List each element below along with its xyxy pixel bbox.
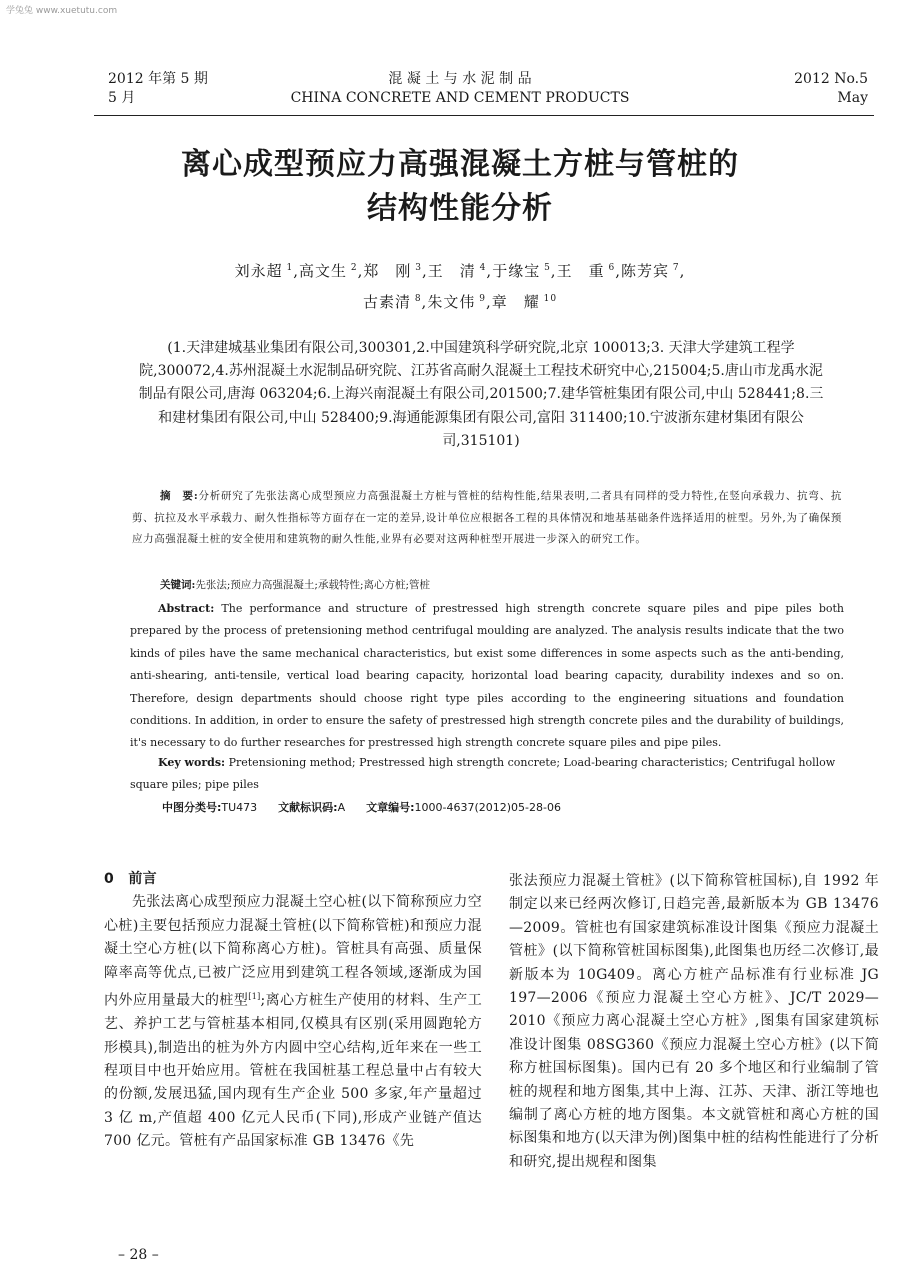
author-affil-sup: 7 — [668, 263, 680, 273]
abstract-en — [130, 598, 844, 755]
keywords-cn-label: 关键词: — [160, 579, 196, 591]
keywords-cn-text: 先张法;预应力高强混凝土;承载特性;离心方桩;管桩 — [195, 579, 431, 591]
author-text: 王 清 — [427, 262, 476, 280]
author-text: 于缘宝 — [492, 262, 541, 280]
author-affil-sup: 9 — [475, 294, 486, 304]
author-separator: , — [550, 262, 557, 280]
author-name — [363, 293, 427, 311]
clc-value: TU473 — [221, 801, 258, 814]
paper-title — [0, 143, 920, 231]
author-text: 郑 刚 — [363, 262, 412, 280]
citation-ref: [1] — [248, 992, 261, 1002]
body-column-right — [509, 870, 879, 1174]
watermark-text: 学兔兔 www.xuetutu.com — [6, 6, 118, 16]
article-no-label: 文章编号: — [366, 801, 415, 814]
author-text: 高文生 — [299, 262, 348, 280]
keywords-en-text: Pretensioning method; Prestressed high strength concrete; Load-bearing characteristics; Centrifugal hollow square piles; pipe piles — [130, 756, 836, 792]
intro-paragraph-right: 张法预应力混凝土管桩》(以下简称管桩国标),自 1992 年制定以来已经两次修订,日趋完善,最新版本为 GB 13476—2009。管桩也有国家建筑标准设计图集《预应力混凝土管桩》(以下简称管桩国标图集),此图集也历经二次修订,最新版本为 10G409。离心方桩产品标准有行业标准 JG 197—2006《预应力混凝土空心方桩》、JC/T 2029—2010《预应力离心混凝土空心方桩》,图集有国家建筑标准设计图集 08SG360《预应力混凝土空心方桩》(以下简称方桩国标图集)。国内已有 20 多个地区和行业编制了管桩的规程和地方图集,其中上海、江苏、天津、浙江等地也编制了离心方桩的地方图集。本文就管桩和离心方桩的国标图集和地方(以天津为例)图集中桩的结构性能进行了分析和研究,提出规程和图集 — [509, 873, 879, 1170]
keywords-en-label: Key words: — [158, 756, 226, 769]
intro-text-part1: 先张法离心成型预应力混凝土空心桩(以下简称预应力空心桩)主要包括预应力混凝土管桩(以下简称管桩)和预应力混凝土空心方桩(以下简称离心方桩)。管桩具有高强、质量保障率高等优点,已被广泛应用到建筑工程各领域,逐渐成为国内外应用量最大的桩型 — [104, 894, 482, 1009]
section-heading: 0 前言 — [104, 871, 157, 887]
author-name — [492, 293, 557, 311]
intro-text-part2: ;离心方桩生产使用的材料、生产工艺、养护工艺与管桩基本相同,仅模具有区别(采用圆跑轮方形模具),制造出的桩为外方内圆中空心结构,近年来在一些工程项目中也开始应用。管桩在我国桩基工程总量中占有较大的份额,发展迅猛,国内现有生产企业 500 多家,年产量超过 3 亿 m,产值超 400 亿元人民币(下同),形成产业链产值达 700 亿元。管桩有产品国家标准 GB 13476《先 — [104, 992, 482, 1150]
header-issue-en — [794, 70, 868, 108]
author-name — [363, 262, 427, 280]
header-issue-line2: 5 月 — [108, 90, 136, 106]
abstract-en-text: The performance and structure of prestressed high strength concrete square piles and pipe piles both prepared by the process of pretensioning method centrifugal moulding are analyzed. The analysis results indicate that the two kinds of piles have the same mechanical characteristics, but exist some differences in some aspects such as the anti-bending, anti-shearing, anti-tensile, vertical load bearing capacity, horizontal load bearing capacity, durability indexes and so on. Therefore, design departments should choose right type piles according to the engineering situations and foundation conditions. In addition, in order to ensure the safety of prestressed high strength concrete piles and the durability of buildings, it's necessary to do further researches for prestressed high strength concrete square piles and pipe piles. — [130, 602, 845, 750]
abstract-cn-label: 摘 要: — [160, 490, 199, 502]
author-name — [427, 293, 491, 311]
author-text: 古素清 — [362, 293, 411, 311]
clc-label: 中图分类号: — [162, 801, 222, 814]
author-affil-sup: 3 — [411, 263, 423, 273]
author-separator: , — [357, 262, 364, 280]
author-separator: , — [293, 262, 300, 280]
author-separator: , — [422, 262, 428, 280]
author-affil-sup: 2 — [347, 263, 358, 273]
title-line2: 结构性能分析 — [367, 191, 553, 226]
affiliations: (1.天津建城基业集团有限公司,300301,2.中国建筑科学研究院,北京 100013;3. 天津大学建筑工程学院,300072,4.苏州混凝土水泥制品研究院、江苏省高耐久混凝土工程技术研究中心,215004;5.唐山市龙禹水泥制品有限公司,唐海 063204;6.上海兴南混凝土有限公司,201500;7.建华管桩集团有限公司,中山 528441;8.三和建材集团有限公司,中山 528400;9.海通能源集团有限公司,富阳 311400;10.宁波浙东建材集团有限公司,315101) — [138, 340, 824, 449]
author-name — [492, 262, 556, 280]
author-text: 刘永超 — [234, 262, 283, 280]
author-separator: , — [486, 262, 493, 280]
author-affil-sup: 6 — [604, 263, 616, 273]
author-affil-sup: 4 — [475, 263, 487, 273]
title-line1: 离心成型预应力高强混凝土方桩与管桩的 — [181, 147, 739, 182]
author-affil-sup: 5 — [540, 263, 551, 273]
header-issue-en-line2: May — [837, 90, 868, 106]
page-number: – 28 – — [118, 1247, 159, 1263]
abstract-cn-text: 分析研究了先张法离心成型预应力高强混凝土方桩与管桩的结构性能,结果表明,二者具有同样的受力特性,在竖向承载力、抗弯、抗剪、抗拉及水平承载力、耐久性指标等方面存在一定的差异,设计单位应根据各工程的具体情况和地基基础条件选择适用的桩型。另外,为了确保预应力高强混凝土桩的安全使用和建筑物的耐久性能,业界有必要对这两种桩型开展进一步深入的研究工作。 — [132, 490, 842, 545]
author-text: 陈芳宾 — [620, 262, 669, 280]
journal-name-cn: 混 凝 土 与 水 泥 制 品 — [388, 71, 532, 87]
author-text: 朱文伟 — [427, 293, 476, 311]
article-no-value: 1000-4637(2012)05-28-06 — [414, 801, 561, 814]
author-separator: , — [615, 262, 621, 280]
header-journal — [0, 70, 920, 108]
keywords-cn — [160, 576, 430, 594]
journal-name-en: CHINA CONCRETE AND CEMENT PRODUCTS — [290, 90, 630, 106]
doc-code-value: A — [337, 801, 346, 814]
intro-paragraph-left — [104, 891, 482, 1153]
author-name — [235, 262, 299, 280]
header-issue-en-line1: 2012 No.5 — [794, 71, 868, 87]
body-column-left — [104, 868, 482, 1154]
classification-line — [162, 799, 561, 815]
author-separator: , — [679, 262, 686, 280]
author-affil-sup: 1 — [282, 263, 294, 273]
author-text: 王 重 — [556, 262, 605, 280]
authors-line1 — [0, 254, 920, 285]
author-name — [299, 262, 363, 280]
author-name — [621, 262, 685, 280]
header-rule — [94, 115, 874, 116]
keywords-en — [130, 752, 844, 797]
doc-code-label: 文献标识码: — [278, 801, 338, 814]
header-issue-line1: 2012 年第 5 期 — [108, 71, 208, 87]
author-affil-sup: 8 — [410, 294, 422, 304]
authors-line2 — [0, 285, 920, 316]
author-name — [557, 262, 621, 280]
author-text: 章 耀 — [491, 293, 540, 311]
author-name — [428, 262, 492, 280]
abstract-en-label: Abstract: — [158, 602, 215, 615]
author-affil-sup: 10 — [539, 294, 558, 304]
author-separator: , — [485, 293, 492, 311]
author-separator: , — [421, 293, 428, 311]
author-list — [0, 254, 920, 316]
abstract-cn — [132, 486, 842, 551]
